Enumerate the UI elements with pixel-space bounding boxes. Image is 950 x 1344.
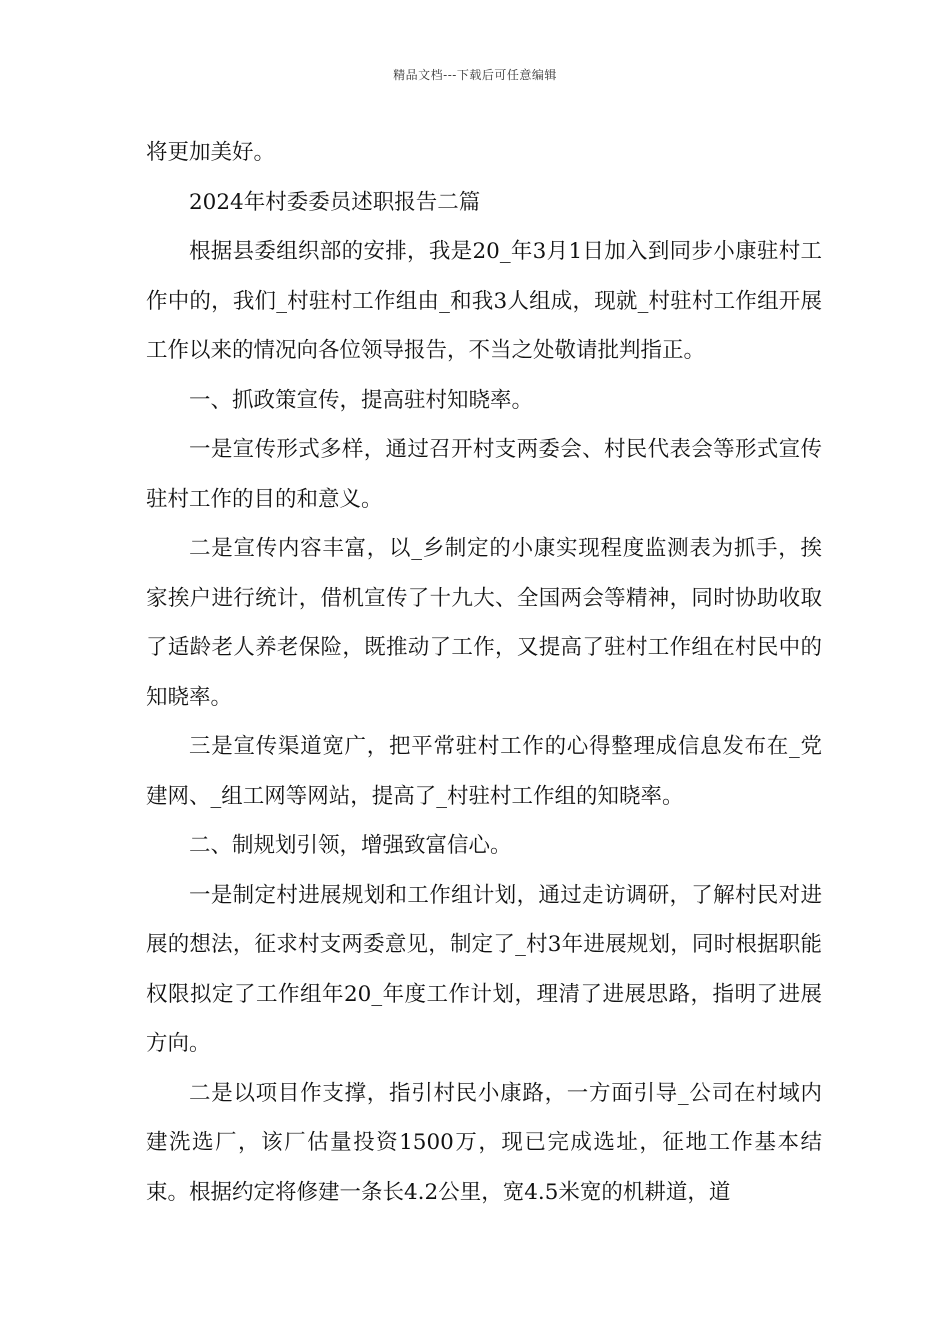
paragraph: 一是制定村进展规划和工作组计划，通过走访调研，了解村民对进展的想法，征求村支两委意见，制定了_村3年进展规划，同时根据职能权限拟定了工作组年20_年度工作计划，理清了进展思路，指明了进展方向。 <box>146 882 822 1056</box>
page-header: 精品文档---下载后可任意编辑 <box>393 68 557 82</box>
paragraph: 根据县委组织部的安排，我是20_年3月1日加入到同步小康驻村工作中的，我们_村驻村工作组由_和我3人组成，现就_村驻村工作组开展工作以来的情况向各位领导报告，不当之处敬请批判指正。 <box>146 239 822 363</box>
paragraph: 二是宣传内容丰富，以_乡制定的小康实现程度监测表为抓手，挨家挨户进行统计，借机宣传了十九大、全国两会等精神，同时协助收取了适龄老人养老保险，既推动了工作，又提高了驻村工作组在村民中的知晓率。 <box>146 536 822 710</box>
document-body <box>146 128 822 1217</box>
section-heading: 二、制规划引领，增强致富信心。 <box>189 833 512 858</box>
paragraph: 二是以项目作支撑，指引村民小康路，一方面引导_公司在村域内建洗选厂，该厂估量投资1500万，现已完成选址，征地工作基本结束。根据约定将修建一条长4.2公里，宽4.5米宽的机耕道，道 <box>146 1080 822 1205</box>
paragraph: 将更加美好。 <box>146 140 276 165</box>
section-title: 2024年村委委员述职报告二篇 <box>189 189 481 215</box>
section-heading: 一、抓政策宣传，提高驻村知晓率。 <box>189 387 534 413</box>
paragraph: 三是宣传渠道宽广，把平常驻村工作的心得整理成信息发布在_党建网、_组工网等网站，提高了_村驻村工作组的知晓率。 <box>146 734 822 809</box>
paragraph: 一是宣传形式多样，通过召开村支两委会、村民代表会等形式宣传驻村工作的目的和意义。 <box>146 437 822 512</box>
